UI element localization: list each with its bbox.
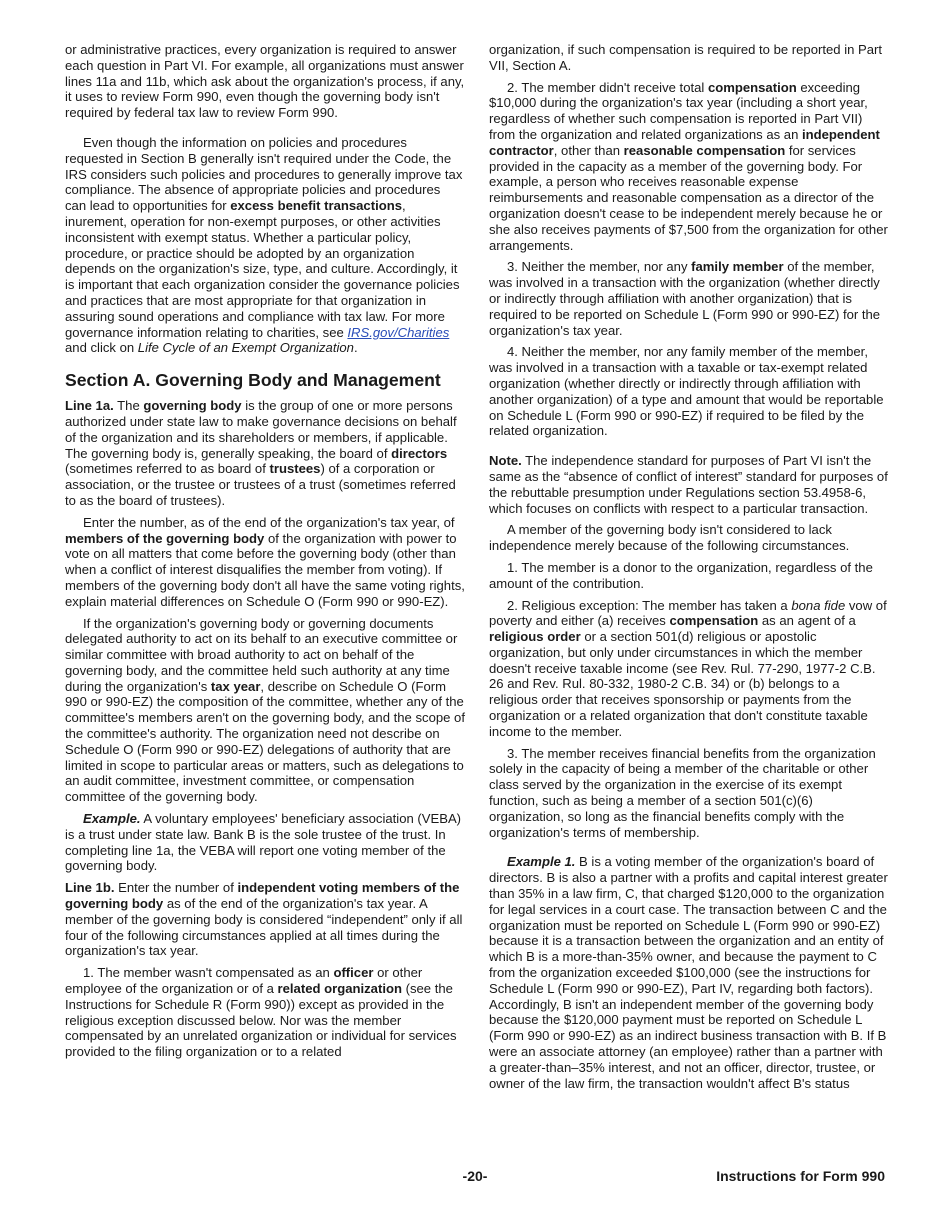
paragraph-continued: organization, if such compensation is required to be reported in Part VII, Section A. <box>489 42 883 73</box>
list-item-2 <box>489 80 889 254</box>
term: independent contractor <box>489 126 880 158</box>
section-heading: Section A. Governing Body and Management <box>65 370 441 391</box>
text: exceeding $10,000 during the organization's tax year (including a short year, regardless of whether such compensation is reported in Part VII) from the organization and related organizations as an <box>489 79 868 142</box>
paragraph-line-1b <box>65 880 465 959</box>
text: 1. The member wasn't compensated as an <box>83 965 334 981</box>
line-label: Line 1b. <box>65 880 115 896</box>
page-number: -20- <box>462 1168 488 1184</box>
life-cycle-title: Life Cycle of an Exempt Organization <box>137 340 354 356</box>
paragraph-intro: or administrative practices, every organization is required to answer each question in Part VI. For example, all organizations must answer lines 11a and 11b, which ask about the organization's process, if any, it uses to review Form 990, even though the governing body isn't required by federal tax law to review Form 990. <box>65 42 465 121</box>
text: , inurement, operation for non-exempt purposes, or other activities inconsistent with exempt status. Whether a particular policy, procedure, or practice should be adopted by an organization depends on the organization's size, type, and culture. Accordingly, it is important that each organization consider the governance policies and practices that are most appropriate for that organization in assuring sound operations and compliance with tax law. For more governance information relating to charities, see <box>65 198 460 340</box>
list-item-4: 4. Neither the member, nor any family member of the member, was involved in a transaction with a taxable or tax-exempt related organization (whether directly or indirectly through affiliation with another organization) of a type and amount that would be reportable on Schedule L (Form 990 or 990-EZ) if required to be filed by the related organization. <box>489 344 884 439</box>
list-item-1 <box>65 965 465 1060</box>
term: religious order <box>489 629 581 645</box>
note-label: Note. <box>489 453 522 469</box>
term: family member <box>691 259 784 275</box>
text: Even though the information on policies and procedures requested in Section B generally isn't required under the Code, the IRS considers such policies and procedures to generally improve tax compliance. The absence of appropriate policies and procedures can lead to opportunities for <box>65 134 463 214</box>
text: 3. Neither the member, nor any <box>507 259 692 275</box>
term: tax year <box>210 678 261 694</box>
term: governing body <box>143 398 242 414</box>
text: for services provided in the capacity as a member of the governing body. For example, a person who receives reasonable expense reimbursements and reasonable compensation as a director of the organization doesn't cease to be independent merely because he or she also receives payments of $7,500 from the organization for other arrangements. <box>489 142 888 253</box>
text: ) of a corporation or association, or the trustee or trustees of a trust (sometimes referred to as the board of trustees). <box>65 461 456 508</box>
paragraph-example <box>65 811 465 874</box>
term: members of the governing body <box>65 530 265 546</box>
example-label: Example 1. <box>507 854 576 870</box>
text: 2. Religious exception: The member has taken a <box>507 597 792 613</box>
text: of the member, was involved in a transaction with the organization (whether directly or indirectly through affiliation with another organization) that is required to be reported on Schedule L (Form 990 or 990-EZ) for the organization's tax year. <box>489 259 881 338</box>
irs-charities-link[interactable]: IRS.gov/Charities <box>347 324 450 340</box>
document-title: Instructions for Form 990 <box>716 1168 885 1184</box>
text: A voluntary employees' beneficiary association (VEBA) is a trust under state law. Bank B is the sole trustee of the trust. In completing line 1a, the VEBA will report one voting member of the governing body. <box>65 811 462 874</box>
text: 2. The member didn't receive total <box>507 79 708 95</box>
term-excess-benefit: excess benefit transactions <box>230 198 402 214</box>
text: as of the end of the organization's tax year. A member of the governing body is considered “independent” only if all four of the following circumstances applied at all times during the organization's tax year. <box>65 896 463 959</box>
text: or a section 501(d) religious or apostolic organization, but only under circumstances in which the member doesn't receive taxable income (see Rev. Rul. 77-290, 1977-2 C.B. 26 and Rev. Rul. 80-332, 1980-2 C.B. 34) or (b) belongs to a religious order that receives sponsorship or payments from the organization or a related organization that don't constitute taxable income to the member. <box>489 629 876 739</box>
example-label: Example. <box>83 811 141 827</box>
text: Enter the number of <box>114 880 238 896</box>
list-item-3 <box>489 259 889 338</box>
term: compensation <box>707 79 797 95</box>
right-column <box>489 42 889 1097</box>
term: trustees <box>269 461 321 477</box>
circumstance-2 <box>489 598 889 740</box>
text: The <box>113 398 144 414</box>
paragraph-example-1 <box>489 854 889 1091</box>
text: (see the Instructions for Schedule R (Form 990)) except as provided in the religious exception discussed below. Nor was the member compensated by an unrelated organization or individual for services provided to the filing organization or to a related <box>65 981 457 1060</box>
text: , describe on Schedule O (Form 990 or 990-EZ) the composition of the committee, whether any of the committee's members aren't on the governing body, and the scope of the committee's authority. The organization need not describe on Schedule O (Form 990 or 990-EZ) delegations of authority that are limited in scope to particular areas or matters, such as delegations to an audit committee, investment committee, or compensation committee of the governing body. <box>65 678 465 805</box>
paragraph-circumstances: A member of the governing body isn't considered to lack independence merely because of the following circumstances. <box>489 522 850 554</box>
text: and click on <box>65 340 138 356</box>
paragraph-delegated-authority <box>65 616 465 806</box>
term: directors <box>391 445 448 461</box>
text: Enter the number, as of the end of the organization's tax year, of <box>83 514 455 530</box>
text: B is a voting member of the organization's board of directors. B is also a partner with a profits and capital interest greater than 35% in a law firm, C, that charged $120,000 to the organization for legal services in a court case. The transaction between C and the organization must be reported on Schedule L (Form 990 or 990-EZ) because it is a transaction between the organization and an entity of which B is a more-than-35% owner, and because the payment to C from the organization exceeded $100,000 (see the instructions for Schedule L (Form 990 or 990-EZ), Part IV, regarding both factors). Accordingly, B isn't an independent member of the governing body because the $120,000 payment must be reported on Schedule L (Form 990 or 990-EZ) as an indirect business transaction with B. If B were an associate attorney (an employee) rather than a partner with a greater-than–35% interest, and not an officer, director, trustee, or owner of the law firm, the transaction wouldn't affect B's status <box>489 854 888 1091</box>
term: compensation <box>669 613 759 629</box>
text: (sometimes referred to as board of <box>65 461 270 477</box>
paragraph-line-1a <box>65 398 465 509</box>
text: . <box>353 340 358 356</box>
term: related organization <box>277 981 402 997</box>
text: , other than <box>553 142 624 158</box>
line-label: Line 1a. <box>65 398 114 414</box>
text: vow of poverty and either (a) receives <box>489 597 887 629</box>
term: reasonable compensation <box>623 142 786 158</box>
text: or other employee of the organization or of a <box>65 965 423 997</box>
paragraph-enter-number <box>65 515 465 610</box>
term: independent voting members of the governing body <box>65 880 460 912</box>
text: is the group of one or more persons authorized under state law to make governance decisions on behalf of the organization and its shareholders or members, if applicable. The governing body is, generally speaking, the board of <box>65 398 457 461</box>
paragraph-policies <box>65 135 465 356</box>
text: If the organization's governing body or governing documents delegated authority to act on its behalf to an executive committee or similar committee with broad authority to act on behalf of the governing body, and the committee held such authority at any time during the organization's <box>65 615 458 694</box>
term-italic: bona fide <box>791 597 846 613</box>
paragraph-note <box>489 453 889 516</box>
text: as an agent of a <box>758 613 856 629</box>
term: officer <box>333 965 374 981</box>
left-column <box>65 42 465 1066</box>
circumstance-3: 3. The member receives financial benefits from the organization solely in the capacity of being a member of the charitable or other class served by the organization in the exercise of its exempt function, such as being a member of a section 501(c)(6) organization, so long as the financial benefits comply with the organization's terms of membership. <box>489 745 876 840</box>
text: of the organization with power to vote on all matters that come before the governing body (other than when a conflict of interest disqualifies the member from voting). If members of the governing body don't all have the same voting rights, explain material differences on Schedule O (Form 990 or 990-EZ). <box>65 530 465 609</box>
circumstance-1: 1. The member is a donor to the organization, regardless of the amount of the contribution. <box>489 559 873 591</box>
text: The independence standard for purposes of Part VI isn't the same as the “absence of conflict of interest” standard for purposes of the rebuttable presumption under Regulations section 53.4958-6, which focuses on conflicts with respect to a particular transaction. <box>489 453 888 516</box>
